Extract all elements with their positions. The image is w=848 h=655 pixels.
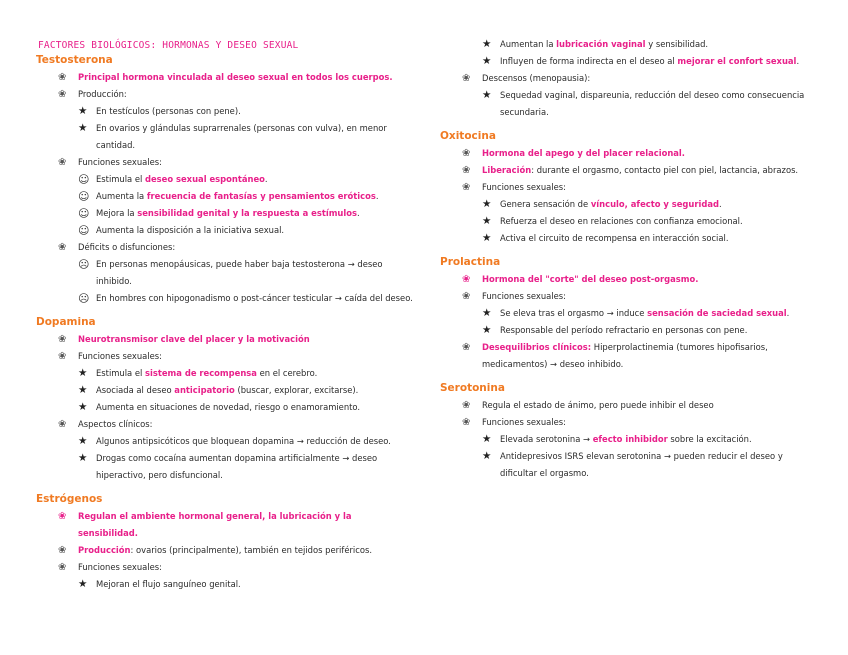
star-icon: ★ [482, 232, 492, 244]
flower-bullet-icon: ❀ [462, 291, 471, 302]
star-icon: ★ [78, 105, 88, 117]
heading-serotonina: Serotonina [440, 382, 505, 394]
flower-bullet-icon: ❀ [462, 274, 471, 285]
flower-bullet-icon: ❀ [58, 545, 67, 556]
frown-icon: ☹ [78, 292, 90, 305]
list-item: ❀ Aspectos clínicos: [36, 416, 414, 433]
page-title: FACTORES BIOLÓGICOS: HORMONAS Y DESEO SEXUAL [38, 40, 299, 51]
list-item: ❀ Regula el estado de ánimo, pero puede inhibir el deseo [440, 397, 814, 414]
heading-testosterona: Testosterona [36, 54, 113, 66]
star-icon: ★ [78, 452, 88, 464]
star-icon: ★ [482, 433, 492, 445]
flower-bullet-icon: ❀ [462, 400, 471, 411]
list-item: ★ En testículos (personas con pene). [36, 103, 414, 120]
list-item: ☹ En hombres con hipogonadismo o post-cáncer testicular → caída del deseo. [78, 292, 413, 305]
star-icon: ★ [78, 122, 88, 134]
star-icon: ★ [78, 401, 88, 413]
heading-oxitocina: Oxitocina [440, 130, 496, 142]
star-icon: ★ [78, 578, 88, 590]
list-item: ❀ Déficits o disfunciones: [36, 239, 414, 256]
list-item: ☺ Aumenta la frecuencia de fantasías y pensamientos eróticos. [78, 190, 379, 203]
flower-bullet-icon: ❀ [58, 72, 67, 83]
list-item: ❀ Funciones sexuales: [36, 559, 414, 576]
smile-icon: ☺ [78, 173, 90, 186]
list-item: ★ Mejoran el flujo sanguíneo genital. [36, 576, 414, 593]
star-icon: ★ [78, 384, 88, 396]
star-icon: ★ [482, 198, 492, 210]
list-item: ★ Elevada serotonina → efecto inhibidor sobre la excitación. [440, 431, 814, 448]
list-item: ★ Refuerza el deseo en relaciones con confianza emocional. [440, 213, 814, 230]
list-item: ❀ Funciones sexuales: [440, 288, 814, 305]
list-item: ❀ Neurotransmisor clave del placer y la motivación [36, 331, 414, 348]
star-icon: ★ [482, 55, 492, 67]
smile-icon: ☺ [78, 190, 90, 203]
list-item: ❀ Desequilibrios clínicos: Hiperprolactinemia (tumores hipofisarios, medicamentos) → deseo inhibido. [440, 339, 814, 373]
frown-icon: ☹ [78, 258, 90, 271]
left-column [36, 38, 414, 593]
list-item: ❀ Funciones sexuales: [440, 179, 814, 196]
list-item: ❀ Hormona del apego y del placer relacional. [440, 145, 814, 162]
flower-bullet-icon: ❀ [58, 242, 67, 253]
list-item: ☺ Aumenta la disposición a la iniciativa sexual. [78, 224, 285, 237]
list-item: ☹ En personas menopáusicas, puede haber baja testosterona → deseo inhibido. [78, 258, 383, 286]
flower-bullet-icon: ❀ [462, 148, 471, 159]
star-icon: ★ [482, 38, 492, 50]
flower-bullet-icon: ❀ [58, 511, 67, 522]
list-item: ★ Aumenta en situaciones de novedad, riesgo o enamoramiento. [36, 399, 414, 416]
list-item: ❀ Funciones sexuales: [36, 348, 414, 365]
list-item: ★ Aumentan la lubricación vaginal y sensibilidad. [440, 36, 814, 53]
list-item: ❀ Liberación: durante el orgasmo, contacto piel con piel, lactancia, abrazos. [440, 162, 814, 179]
heading-prolactina: Prolactina [440, 256, 501, 268]
star-icon: ★ [482, 89, 492, 101]
heading-estrogenos: Estrógenos [36, 493, 103, 505]
star-icon: ★ [482, 450, 492, 462]
flower-bullet-icon: ❀ [58, 89, 67, 100]
list-item: ★ Sequedad vaginal, dispareunia, reducción del deseo como consecuencia secundaria. [482, 89, 805, 117]
list-item: ❀ Regulan el ambiente hormonal general, la lubricación y la sensibilidad. [36, 508, 414, 542]
star-icon: ★ [482, 324, 492, 336]
list-item: ❀ Funciones sexuales: [36, 154, 414, 171]
list-item: ★ Estimula el sistema de recompensa en el cerebro. [36, 365, 414, 382]
flower-bullet-icon: ❀ [58, 334, 67, 345]
smile-icon: ☺ [78, 224, 90, 237]
flower-bullet-icon: ❀ [58, 351, 67, 362]
list-item: ☺ Estimula el deseo sexual espontáneo. [78, 173, 268, 186]
star-icon: ★ [482, 215, 492, 227]
list-item: ❀ Producción: [36, 86, 414, 103]
list-item: ★ Antidepresivos ISRS elevan serotonina → pueden reducir el deseo y dificultar el orgasmo. [482, 450, 783, 478]
list-item: ★ Algunos antipsicóticos que bloquean dopamina → reducción de deseo. [36, 433, 414, 450]
list-item: ★ Drogas como cocaína aumentan dopamina artificialmente → deseo hiperactivo, pero disfuncional. [78, 452, 378, 480]
flower-bullet-icon: ❀ [58, 157, 67, 168]
flower-bullet-icon: ❀ [462, 73, 471, 84]
flower-bullet-icon: ❀ [58, 419, 67, 430]
right-column [440, 36, 814, 482]
flower-bullet-icon: ❀ [58, 562, 67, 573]
flower-bullet-icon: ❀ [462, 165, 471, 176]
flower-bullet-icon: ❀ [462, 342, 471, 353]
heading-dopamina: Dopamina [36, 316, 96, 328]
list-item: ❀ Descensos (menopausia): [440, 70, 814, 87]
list-item: ❀ Principal hormona vinculada al deseo sexual en todos los cuerpos. [36, 69, 414, 86]
list-item: ★ Se eleva tras el orgasmo → induce sensación de saciedad sexual. [440, 305, 814, 322]
list-item: ★ Responsable del período refractario en personas con pene. [440, 322, 814, 339]
list-item: ★ Influyen de forma indirecta en el deseo al mejorar el confort sexual. [440, 53, 814, 70]
star-icon: ★ [482, 307, 492, 319]
star-icon: ★ [78, 367, 88, 379]
list-item: ❀ Hormona del "corte" del deseo post-orgasmo. [440, 271, 814, 288]
flower-bullet-icon: ❀ [462, 417, 471, 428]
list-item: ❀ Producción: ovarios (principalmente), también en tejidos periféricos. [36, 542, 414, 559]
star-icon: ★ [78, 435, 88, 447]
flower-bullet-icon: ❀ [462, 182, 471, 193]
list-item: ★ En ovarios y glándulas suprarrenales (personas con vulva), en menor cantidad. [78, 122, 387, 150]
smile-icon: ☺ [78, 207, 90, 220]
list-item: ★ Activa el circuito de recompensa en interacción social. [440, 230, 814, 247]
list-item: ☺ Mejora la sensibilidad genital y la respuesta a estímulos. [78, 207, 360, 220]
list-item: ★ Genera sensación de vínculo, afecto y seguridad. [440, 196, 814, 213]
list-item: ❀ Funciones sexuales: [440, 414, 814, 431]
list-item: ★ Asociada al deseo anticipatorio (buscar, explorar, excitarse). [36, 382, 414, 399]
